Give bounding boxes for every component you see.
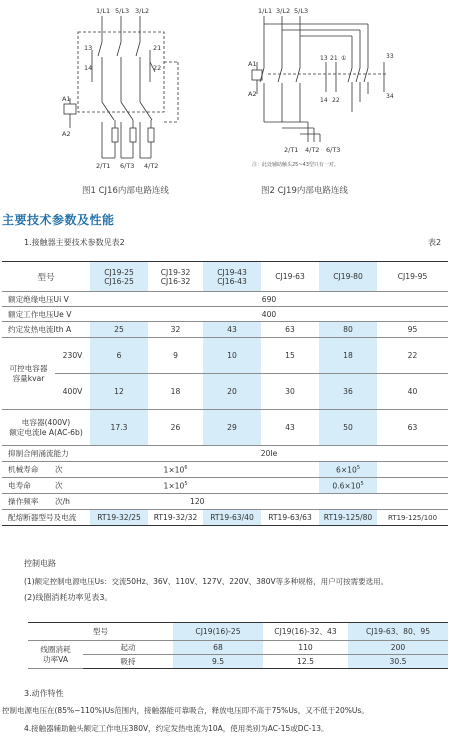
rated-voltage-label: 额定工作电压Ue V (2, 307, 90, 322)
elec-life-a: $1\times 10^5$ (90, 478, 261, 494)
cell: 10 (203, 338, 261, 374)
control-line-1: (1)额定控制电源电压Us：交流50Hz、36V、110V、127V、220V、380V等多种规格，用户可按需要选用。 (24, 577, 389, 586)
fig1-label-t2: 4/T2 (144, 162, 159, 170)
table2-header-row (2, 262, 448, 292)
rated-voltage-value: 400 (90, 307, 448, 322)
fig1-label-a1: A1 (62, 95, 71, 103)
cell: 30.5 (348, 655, 448, 669)
fig2-label-33: 33 (386, 53, 394, 60)
section-3-title: 3.动作特性 (24, 689, 64, 698)
intro-1: 1.接触器主要技术参数见表2 (24, 238, 125, 247)
cell: RT19-32/32 (148, 510, 203, 526)
fig1-label-21: 21 (153, 44, 162, 52)
cell: 17.3 (90, 410, 148, 446)
cell: RT19-125/100 (377, 510, 448, 526)
insulation-value: 690 (90, 292, 448, 307)
cell: 18 (319, 338, 377, 374)
cell: 63 (377, 410, 448, 446)
cell: 18 (148, 374, 203, 410)
control-title: 控制电路 (24, 559, 56, 568)
row-thermal-current (2, 322, 448, 338)
row-elec-life (2, 478, 448, 494)
table-2 (2, 261, 448, 526)
fig1-label-t3: 6/T3 (120, 162, 135, 170)
cell: 9 (148, 338, 203, 374)
figure-2-circuit (248, 2, 408, 172)
coil-power-label: 线圈消耗 功率VA (28, 641, 83, 669)
fig1-label-t1: 2/T1 (96, 162, 111, 170)
model-3: CJ19-43 CJ16-43 (203, 262, 261, 292)
cell: 6 (90, 338, 148, 374)
cell: 200 (348, 641, 448, 655)
model-4: CJ19-63 (261, 262, 319, 292)
row-insulation (2, 292, 448, 307)
start-label: 起动 (83, 641, 173, 655)
cell: 25 (90, 322, 148, 338)
row-mech-life (2, 462, 448, 478)
inrush-label: 抑制合闸涌流能力 (2, 446, 90, 462)
cell: 12 (90, 374, 148, 410)
figure-2-caption: 图2 CJ19内部电路连线 (261, 186, 348, 196)
cell: 30 (261, 374, 319, 410)
fig1-label-l1: 1/L1 (96, 7, 111, 15)
model-6: CJ19-95 (377, 262, 448, 292)
table3-header-row (28, 623, 448, 641)
cell: 50 (319, 410, 377, 446)
v230-label: 230V (55, 338, 90, 374)
op-freq-unit: 次/h (55, 494, 90, 510)
cell: RT19-63/40 (203, 510, 261, 526)
cap-current-label: 电容器(400V) 额定电流Ie A(AC-6b) (2, 410, 90, 446)
mech-life-unit: 次 (55, 462, 90, 478)
section-4-text: 4.接触器辅助触头额定工作电压380V，约定发热电流为10A，使用类别为AC-15或DC-13。 (24, 724, 329, 733)
t3-model-3: CJ19-63、80、95 (348, 623, 448, 641)
inrush-value: 20Ie (90, 446, 448, 462)
cell: 15 (261, 338, 319, 374)
row-rated-voltage (2, 307, 448, 322)
fig2-label-a1: A1 (248, 60, 257, 68)
table2-header-label: 型号 (2, 262, 90, 292)
blank (377, 462, 448, 478)
fig2-label-t3: 6/T3 (326, 146, 341, 154)
fig1-label-a2: A2 (62, 130, 71, 138)
cell: 40 (377, 374, 448, 410)
t3-model-1: CJ19(16)-25 (173, 623, 263, 641)
blank (377, 478, 448, 494)
insulation-label: 额定绝缘电压Ui V (2, 292, 90, 307)
fig1-label-22: 22 (153, 64, 162, 72)
cell: 36 (319, 374, 377, 410)
figure-1-caption: 图1 CJ16内部电路连线 (82, 186, 169, 196)
cell: 95 (377, 322, 448, 338)
mech-life-a: $1\times 10^6$ (90, 462, 261, 478)
cell: RT19-125/80 (319, 510, 377, 526)
table2-label: 表2 (428, 238, 442, 247)
fig2-label-t1: 2/T1 (284, 146, 299, 154)
fig2-label-13: 13 (320, 55, 328, 62)
row-op-freq (2, 494, 448, 510)
mech-life-b: $6\times 10^5$ (319, 462, 377, 478)
elec-life-label: 电寿命 (2, 478, 55, 494)
fig2-label-34: 34 (386, 93, 394, 100)
cell: 80 (319, 322, 377, 338)
capacity-label: 可控电容器容量kvar (2, 338, 55, 410)
op-freq-label: 操作频率 (2, 494, 55, 510)
fig1-label-l3: 5/L3 (115, 7, 130, 15)
v400-label: 400V (55, 374, 90, 410)
fig2-label-21: 21 (330, 55, 338, 62)
fig1-label-13: 13 (84, 44, 93, 52)
fig2-label-l2: 3/L2 (276, 7, 291, 15)
fig2-label-l3: 5/L3 (294, 7, 309, 15)
control-line-2: (2)线圈消耗功率见表3。 (24, 593, 113, 602)
fig2-label-circle: ① (341, 55, 347, 62)
fig1-label-l2: 3/L2 (135, 7, 150, 15)
cell: RT19-63/63 (261, 510, 319, 526)
blank (261, 462, 319, 478)
table3-header-label: 型号 (28, 623, 173, 641)
thermal-current-label: 约定发热电流Ith A (2, 322, 90, 338)
row-fuse (2, 510, 448, 526)
cell: 68 (173, 641, 263, 655)
fig2-label-t2: 4/T2 (305, 146, 320, 154)
section-3-text: 控制电源电压在(85%~110%)Us范围内，接触器能可靠吸合，释放电压即不高于75%Us，又不低于20%Us。 (2, 706, 369, 715)
model-2: CJ19-32 CJ16-32 (148, 262, 203, 292)
cell: 32 (148, 322, 203, 338)
fig2-label-a2: A2 (248, 90, 257, 98)
row-400v (2, 374, 448, 410)
row-start (28, 641, 448, 655)
t3-model-2: CJ19(16)-32、43 (263, 623, 348, 641)
fig2-label-22: 22 (332, 97, 340, 104)
cell: 110 (263, 641, 348, 655)
fig2-label-l1: 1/L1 (258, 7, 273, 15)
fig2-label-14: 14 (320, 97, 328, 104)
cell: 43 (203, 322, 261, 338)
cell: 22 (377, 338, 448, 374)
row-230v (2, 338, 448, 374)
table-3 (28, 622, 448, 669)
section-title: 主要技术参数及性能 (2, 213, 115, 227)
cell: 20 (203, 374, 261, 410)
cell: 29 (203, 410, 261, 446)
row-hold (28, 655, 448, 669)
fuse-label: 配熔断器型号及电流 (2, 510, 90, 526)
cell: 26 (148, 410, 203, 446)
figure-1-circuit (58, 2, 198, 178)
cell: 12.5 (263, 655, 348, 669)
mech-life-label: 机械寿命 (2, 462, 55, 478)
cell: RT19-32/25 (90, 510, 148, 526)
cell: 63 (261, 322, 319, 338)
blank (261, 478, 319, 494)
fig1-label-14: 14 (84, 64, 93, 72)
elec-life-unit: 次 (55, 478, 90, 494)
row-inrush (2, 446, 448, 462)
op-freq-value: 120 (90, 494, 448, 510)
hold-label: 吸持 (83, 655, 173, 669)
model-5: CJ19-80 (319, 262, 377, 292)
fig2-note: 注：此处辅助触头25~43型只有一对。 (252, 162, 339, 168)
model-1: CJ19-25 CJ16-25 (90, 262, 148, 292)
elec-life-b: $0.6\times 10^5$ (319, 478, 377, 494)
row-cap-current (2, 410, 448, 446)
cell: 9.5 (173, 655, 263, 669)
cell: 43 (261, 410, 319, 446)
